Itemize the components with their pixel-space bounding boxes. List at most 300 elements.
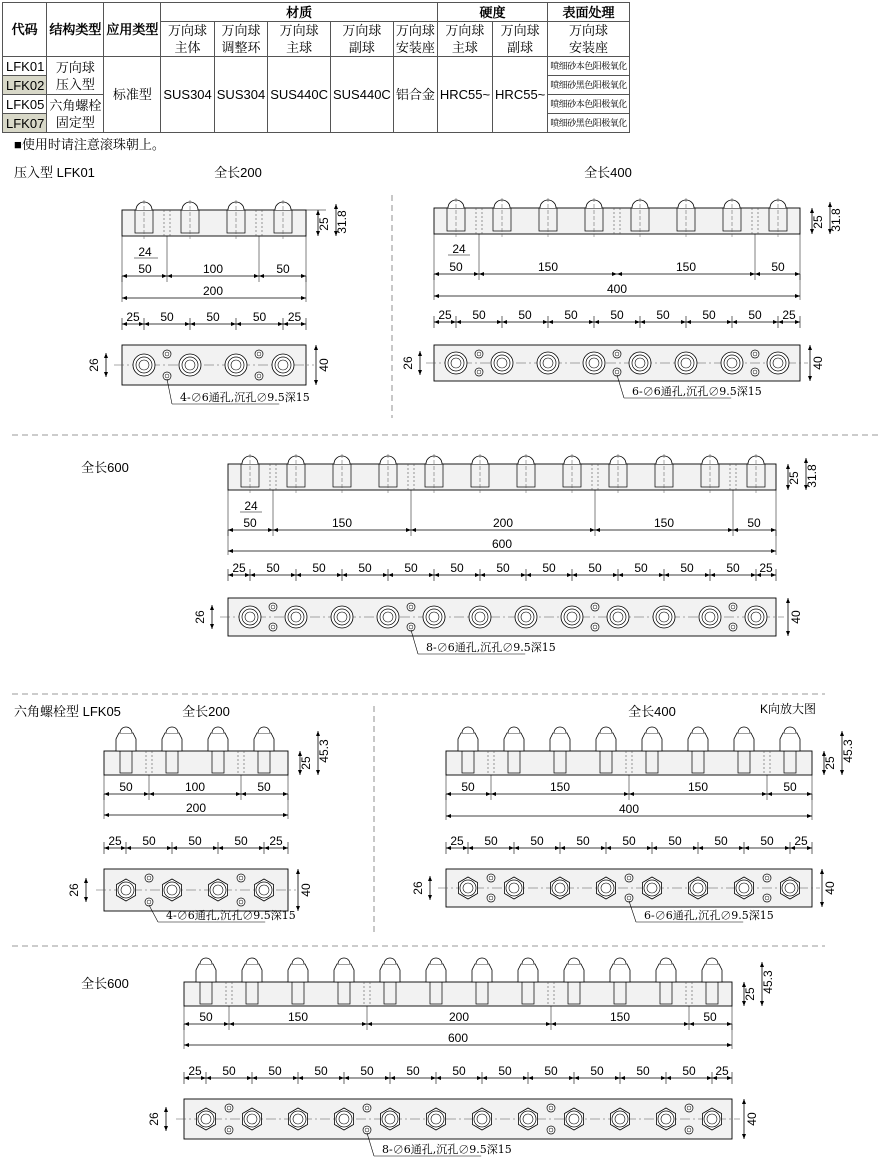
dim-value: 24 — [452, 242, 466, 256]
arrow-head — [822, 770, 826, 775]
arrow-head — [250, 573, 255, 577]
arrow-head — [339, 1076, 344, 1080]
arrow-head — [298, 751, 302, 756]
dim-value: 600 — [447, 1031, 469, 1045]
dim-value: 50 — [206, 310, 220, 324]
ball-icon — [568, 958, 580, 964]
arrow-head — [707, 1076, 712, 1080]
arrow-head — [728, 528, 733, 532]
arrow-head — [820, 902, 824, 907]
th-sub: 万向球 副球 — [493, 22, 548, 57]
dim-value: 50 — [680, 561, 694, 575]
th-sub: 万向球 主体 — [161, 22, 214, 57]
arrow-head — [388, 573, 393, 577]
arrow-head — [144, 322, 149, 326]
arrow-head — [122, 274, 127, 278]
section-title-hex: 六角螺栓型 LFK05 — [14, 704, 121, 719]
arrow-head — [406, 528, 411, 532]
dim-value: 50 — [634, 561, 648, 575]
dim-value: 40 — [317, 358, 331, 372]
dim-value: 50 — [449, 260, 463, 274]
dim-value: 50 — [222, 1064, 236, 1078]
dim-value: 50 — [703, 1010, 717, 1024]
hex-bolt-head — [472, 964, 492, 982]
dim-value: 45.3 — [841, 739, 855, 763]
ball-icon — [706, 958, 718, 964]
arrow-head — [732, 320, 737, 324]
arrow-head — [509, 846, 514, 850]
dim-value: 25 — [287, 310, 302, 324]
dim-value: 50 — [726, 561, 740, 575]
dim-value: 50 — [544, 1064, 558, 1078]
arrow-head — [807, 846, 812, 850]
dim-value: 50 — [771, 260, 785, 274]
dim-value: 50 — [714, 834, 728, 848]
arrow-head — [296, 869, 300, 874]
arrow-head — [104, 792, 109, 796]
ball-icon — [200, 958, 212, 964]
dim-value: 25 — [126, 310, 140, 324]
dim-value: 31.8 — [805, 464, 819, 488]
dim-value: 150 — [287, 1010, 309, 1024]
arrow-head — [314, 380, 318, 385]
length-title: 全长400 — [628, 704, 676, 719]
dim-value: 50 — [564, 308, 578, 322]
arrow-head — [572, 573, 577, 577]
arrow-head — [139, 322, 144, 326]
dim-value: 40 — [811, 356, 825, 370]
arrow-head — [546, 1022, 551, 1026]
arrow-head — [807, 814, 812, 818]
hex-bolt-head — [688, 733, 708, 751]
ball-icon — [212, 727, 224, 733]
arrow-head — [456, 320, 461, 324]
dim-value: 50 — [406, 1064, 420, 1078]
surface-cell: 喷细砂本色阳极氧化 — [548, 95, 630, 114]
th-material: 材质 — [161, 3, 437, 22]
arrow-head — [273, 528, 278, 532]
arrow-head — [149, 792, 154, 796]
dim-value: 25 — [715, 1064, 729, 1078]
dim-value: 40 — [745, 1112, 759, 1126]
arrow-head — [664, 573, 669, 577]
arrow-head — [385, 1076, 390, 1080]
dim-value: 26 — [87, 358, 101, 372]
usage-note: ■使用时请注意滚珠朝上。 — [14, 137, 165, 152]
arrow-head — [254, 274, 259, 278]
arrow-head — [446, 814, 451, 818]
arrow-head — [491, 792, 496, 796]
dim-value: 50 — [610, 308, 624, 322]
dim-value: 25 — [269, 834, 283, 848]
arrow-head — [689, 1022, 694, 1026]
hole-note: 8-∅6通孔,沉孔∅9.5深15 — [382, 1143, 512, 1156]
ball-icon — [508, 727, 520, 733]
dim-value: 26 — [401, 356, 415, 370]
dim-value: 25 — [232, 561, 246, 575]
arrow-head — [164, 1126, 168, 1131]
dim-value: 100 — [202, 262, 224, 276]
hex-bolt-head — [254, 733, 274, 751]
arrow-head — [184, 1043, 189, 1047]
arrow-head — [751, 573, 756, 577]
arrow-head — [693, 846, 698, 850]
screw-hole — [269, 623, 277, 631]
arrow-head — [316, 731, 320, 736]
arrow-head — [543, 320, 548, 324]
hex-bolt-head — [242, 964, 262, 982]
dim-value: 400 — [606, 282, 628, 296]
arrow-head — [590, 528, 595, 532]
arrow-head — [785, 846, 790, 850]
screw-hole — [255, 350, 263, 358]
screw-hole — [729, 603, 737, 611]
arrow-head — [206, 1076, 211, 1080]
dim-value: 25 — [782, 308, 796, 322]
arrow-head — [822, 751, 826, 756]
arrow-head — [615, 1076, 620, 1080]
dim-value: 150 — [653, 516, 675, 530]
arrow-head — [316, 231, 320, 236]
th-struct: 结构类型 — [47, 3, 104, 57]
arrow-head — [468, 846, 473, 850]
hole-note: 8-∅6通孔,沉孔∅9.5深15 — [426, 641, 556, 654]
dim-value: 100 — [184, 780, 206, 794]
arrow-head — [236, 322, 241, 326]
arrow-head — [201, 1076, 206, 1080]
arrow-head — [560, 846, 565, 850]
ball-icon — [600, 727, 612, 733]
dim-value: 50 — [747, 516, 761, 530]
dim-value: 26 — [411, 881, 425, 895]
arrow-head — [342, 573, 347, 577]
hex-bolt-head — [116, 733, 136, 751]
arrow-head — [229, 1022, 234, 1026]
arrow-head — [162, 274, 167, 278]
ball-icon — [646, 727, 658, 733]
value-cell: SUS440C — [331, 57, 394, 133]
arrow-head — [451, 320, 456, 324]
dim-value: 150 — [609, 1010, 631, 1024]
dim-value: 200 — [185, 801, 207, 815]
arrow-head — [429, 573, 434, 577]
arrow-head — [291, 573, 296, 577]
arrow-head — [486, 792, 491, 796]
dim-value: 50 — [760, 834, 774, 848]
arrow-head — [224, 1022, 229, 1026]
length-title: 全长600 — [81, 460, 129, 475]
hex-bolt-head — [656, 964, 676, 982]
arrow-head — [167, 846, 172, 850]
arrow-head — [795, 320, 800, 324]
dim-value: 50 — [312, 561, 326, 575]
screw-hole — [751, 368, 759, 376]
arrow-head — [567, 573, 572, 577]
dim-value: 50 — [450, 561, 464, 575]
arrow-head — [523, 1076, 528, 1080]
dim-value: 200 — [448, 1010, 470, 1024]
arrow-head — [686, 320, 691, 324]
dim-value: 50 — [622, 834, 636, 848]
length-title: 全长200 — [214, 165, 262, 180]
dim-value: 50 — [138, 262, 152, 276]
arrow-head — [808, 376, 812, 381]
arrow-head — [268, 528, 273, 532]
dim-value: 31.8 — [335, 210, 349, 234]
hex-bolt-head — [550, 733, 570, 751]
dim-value: 45.3 — [317, 739, 331, 763]
th-sub: 万向球 主球 — [268, 22, 331, 57]
arrow-head — [337, 573, 342, 577]
arrow-head — [247, 1076, 252, 1080]
app-cell: 标准型 — [104, 57, 161, 133]
screw-hole — [625, 894, 633, 902]
dim-value: 50 — [314, 1064, 328, 1078]
ball-icon — [120, 727, 132, 733]
length-title: 全长200 — [182, 704, 230, 719]
bar-side-view — [104, 751, 288, 775]
arrow-head — [184, 1022, 189, 1026]
dim-value: 25 — [450, 834, 464, 848]
arrow-head — [431, 1076, 436, 1080]
arrow-head — [210, 605, 214, 610]
hex-bolt-head — [288, 964, 308, 982]
hex-bolt-head — [426, 964, 446, 982]
dim-value: 40 — [823, 881, 837, 895]
arrow-head — [298, 770, 302, 775]
arrow-head — [659, 573, 664, 577]
screw-hole — [237, 874, 245, 882]
surface-cell: 喷细砂本色阳极氧化 — [548, 57, 630, 76]
arrow-head — [820, 869, 824, 874]
arrow-head — [744, 846, 749, 850]
dim-value: 50 — [276, 262, 290, 276]
arrow-head — [252, 1076, 257, 1080]
hex-bolt-head — [734, 733, 754, 751]
arrow-head — [601, 846, 606, 850]
th-surface: 表面处理 — [548, 3, 630, 22]
screw-hole — [763, 874, 771, 882]
dim-value: 25 — [794, 834, 808, 848]
length-title: 全长400 — [584, 165, 632, 180]
ball-icon — [384, 958, 396, 964]
dim-value: 50 — [252, 310, 267, 324]
dim-value: 50 — [119, 780, 133, 794]
arrow-head — [84, 897, 88, 902]
screw-hole — [407, 603, 415, 611]
arrow-head — [652, 846, 657, 850]
arrow-head — [479, 272, 484, 276]
screw-hole — [225, 1126, 233, 1134]
dim-value: 50 — [234, 834, 248, 848]
arrow-head — [624, 792, 629, 796]
dim-value: 50 — [656, 308, 670, 322]
arrow-head — [755, 272, 760, 276]
dim-value: 25 — [317, 217, 331, 231]
dim-value: 50 — [530, 834, 544, 848]
hex-bolt-head — [642, 733, 662, 751]
screw-hole — [729, 623, 737, 631]
dim-value: 50 — [783, 780, 797, 794]
hole-note: 4-∅6通孔,沉孔∅9.5深15 — [166, 909, 296, 922]
screw-hole — [591, 623, 599, 631]
dim-value: 50 — [702, 308, 716, 322]
dim-value: 50 — [576, 834, 590, 848]
arrow-head — [264, 846, 269, 850]
ball-icon — [476, 958, 488, 964]
th-app: 应用类型 — [104, 3, 161, 57]
arrow-head — [640, 320, 645, 324]
arrow-head — [613, 573, 618, 577]
arrow-head — [301, 322, 306, 326]
hex-bolt-head — [518, 964, 538, 982]
screw-hole — [685, 1104, 693, 1112]
arrow-head — [840, 770, 844, 775]
arrow-head — [684, 1022, 689, 1026]
dim-value: 50 — [472, 308, 486, 322]
bar-side-view — [184, 982, 732, 1006]
arrow-head — [786, 485, 790, 490]
arrow-head — [436, 1076, 441, 1080]
arrow-head — [314, 345, 318, 350]
arrow-head — [482, 1076, 487, 1080]
arrow-head — [316, 210, 320, 215]
arrow-head — [804, 458, 808, 463]
dim-value: 50 — [360, 1064, 374, 1078]
hex-bolt-head — [780, 733, 800, 751]
arrow-head — [594, 320, 599, 324]
value-cell: SUS440C — [268, 57, 331, 133]
ball-icon — [522, 958, 534, 964]
dim-value: 25 — [438, 308, 452, 322]
arrow-head — [795, 294, 800, 298]
ball-icon — [692, 727, 704, 733]
dim-value: 25 — [188, 1064, 202, 1078]
screw-hole — [613, 350, 621, 358]
hex-bolt-head — [564, 964, 584, 982]
ball-icon — [660, 958, 672, 964]
screw-hole — [487, 874, 495, 882]
dim-value: 50 — [160, 310, 174, 324]
arrow-head — [296, 906, 300, 911]
arrow-head — [185, 322, 190, 326]
dim-value: 24 — [138, 245, 152, 259]
arrow-head — [727, 1043, 732, 1047]
dim-value: 50 — [496, 561, 510, 575]
arrow-head — [144, 792, 149, 796]
arrow-head — [301, 296, 306, 300]
dim-value: 31.8 — [829, 208, 843, 232]
arrow-head — [739, 846, 744, 850]
screw-hole — [363, 1126, 371, 1134]
value-cell: 铝合金 — [393, 57, 437, 133]
arrow-head — [733, 528, 738, 532]
dim-value: 26 — [147, 1112, 161, 1126]
hex-bolt-head — [334, 964, 354, 982]
arrow-head — [190, 322, 195, 326]
arrow-head — [771, 528, 776, 532]
section-title-press: 压入型 LFK01 — [14, 165, 95, 180]
dim-value: 25 — [823, 756, 837, 770]
hex-bolt-head — [196, 964, 216, 982]
arrow-head — [635, 320, 640, 324]
arrow-head — [762, 792, 767, 796]
screw-hole — [269, 603, 277, 611]
dim-value: 25 — [743, 987, 757, 1001]
dim-value: 50 — [199, 1010, 213, 1024]
arrow-head — [589, 320, 594, 324]
struct-cell: 六角螺栓 固定型 — [47, 95, 104, 133]
ball-icon — [292, 958, 304, 964]
arrow-head — [742, 1099, 746, 1104]
th-sub: 万向球 副球 — [331, 22, 394, 57]
hex-bolt-head — [162, 733, 182, 751]
arrow-head — [681, 320, 686, 324]
arrow-head — [477, 1076, 482, 1080]
arrow-head — [434, 272, 439, 276]
arrow-head — [434, 294, 439, 298]
dim-value: 150 — [675, 260, 697, 274]
arrow-head — [474, 272, 479, 276]
ball-icon — [258, 727, 270, 733]
arrow-head — [293, 1076, 298, 1080]
screw-hole — [363, 1104, 371, 1112]
dim-value: 50 — [668, 834, 682, 848]
arrow-head — [569, 1076, 574, 1080]
screw-hole — [145, 874, 153, 882]
arrow-head — [786, 464, 790, 469]
ball-icon — [462, 727, 474, 733]
arrow-head — [551, 1022, 556, 1026]
surface-cell: 喷细砂黑色阳极氧化 — [548, 76, 630, 95]
arrow-head — [727, 1022, 732, 1026]
screw-hole — [407, 623, 415, 631]
arrow-head — [840, 731, 844, 736]
dim-value: 50 — [590, 1064, 604, 1078]
screw-hole — [547, 1126, 555, 1134]
dim-value: 50 — [268, 1064, 282, 1078]
arrow-head — [705, 573, 710, 577]
hole-note: 4-∅6通孔,沉孔∅9.5深15 — [180, 391, 310, 404]
arrow-head — [104, 353, 108, 358]
arrow-head — [617, 272, 622, 276]
screw-hole — [225, 1104, 233, 1112]
th-code: 代码 — [3, 3, 47, 57]
arrow-head — [241, 792, 246, 796]
screw-hole — [751, 350, 759, 358]
dim-value: 25 — [108, 834, 122, 848]
hex-bolt-head — [702, 964, 722, 982]
arrow-head — [807, 792, 812, 796]
screw-hole — [763, 894, 771, 902]
arrow-head — [316, 770, 320, 775]
arrow-head — [727, 320, 732, 324]
arrow-head — [122, 296, 127, 300]
arrow-head — [126, 846, 131, 850]
arrow-head — [104, 813, 109, 817]
arrow-head — [526, 573, 531, 577]
arrow-head — [367, 1022, 372, 1026]
arrow-head — [710, 573, 715, 577]
arrow-head — [383, 573, 388, 577]
dim-value: 26 — [193, 610, 207, 624]
arrow-head — [278, 322, 283, 326]
arrow-head — [428, 876, 432, 881]
surface-cell: 喷细砂黑色阳极氧化 — [548, 114, 630, 133]
hex-bolt-head — [458, 733, 478, 751]
th-hardness: 硬度 — [437, 3, 547, 22]
hole-note: 6-∅6通孔,沉孔∅9.5深15 — [632, 385, 762, 398]
